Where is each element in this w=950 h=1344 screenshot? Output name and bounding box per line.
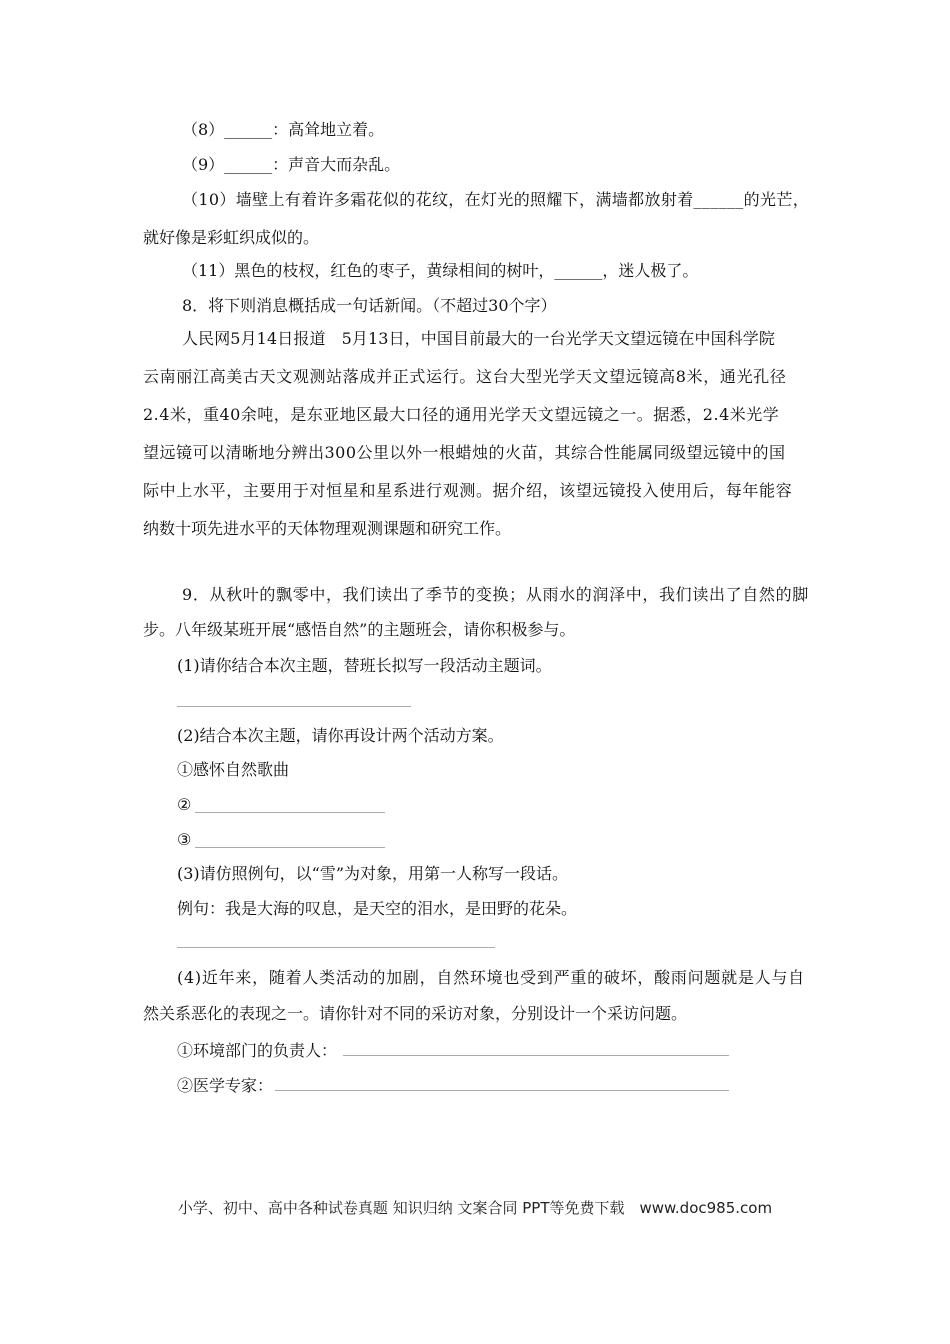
item-11: （11）黑色的枝杈，红色的枣子，黄绿相间的树叶，______，迷人极了。: [182, 261, 699, 280]
plan-option-1: ①感怀自然歌曲: [177, 760, 290, 779]
interview-environment-official: ①环境部门的负责人：: [177, 1041, 338, 1060]
subquestion-2: (2)结合本次主题，请你再设计两个活动方案。: [177, 726, 504, 745]
answer-blank-plan-2[interactable]: [195, 812, 385, 813]
answer-blank-medical-expert[interactable]: [275, 1090, 729, 1091]
answer-blank-plan-3[interactable]: [195, 847, 385, 848]
question-9-line-2: 步。八年级某班开展“感悟自然”的主题班会，请你积极参与。: [143, 620, 576, 639]
news-paragraph-line-2: 云南丽江高美古天文观测站落成并正式运行。这台大型光学天文望远镜高8米，通光孔径: [143, 367, 787, 386]
news-paragraph-line-5: 际中上水平，主要用于对恒星和星系进行观测。据介绍，该望远镜投入使用后，每年能容: [143, 481, 793, 500]
news-paragraph-line-4: 望远镜可以清晰地分辨出300公里以外一根蜡烛的火苗，其综合性能属同级望远镜中的国: [143, 443, 786, 462]
item-10-line-2: 就好像是彩虹织成似的。: [143, 228, 320, 247]
answer-blank-environment-official[interactable]: [343, 1055, 729, 1056]
item-9: （9）______：声音大而杂乱。: [182, 155, 401, 174]
subquestion-4-line-1: (4)近年来，随着人类活动的加剧，自然环境也受到严重的破坏，酸雨问题就是人与自: [177, 968, 805, 987]
question-8-title: 8．将下则消息概括成一句话新闻。（不超过30个字）: [182, 296, 557, 315]
plan-option-2: ②: [177, 795, 192, 814]
footer-text: 小学、初中、高中各种试卷真题 知识归纳 文案合同 PPT等免费下载 www.doc985.com: [177, 1199, 773, 1217]
answer-blank-3[interactable]: [177, 947, 495, 948]
answer-blank-1[interactable]: [177, 706, 411, 707]
interview-medical-expert: ②医学专家：: [177, 1076, 274, 1095]
news-paragraph-line-1: 人民网5月14日报道 5月13日，中国目前最大的一台光学天文望远镜在中国科学院: [182, 329, 775, 348]
news-paragraph-line-6: 纳数十项先进水平的天体物理观测课题和研究工作。: [143, 519, 512, 538]
subquestion-4-line-2: 然关系恶化的表现之一。请你针对不同的采访对象，分别设计一个采访问题。: [143, 1004, 688, 1023]
news-paragraph-line-3: 2.4米，重40余吨，是东亚地区最大口径的通用光学天文望远镜之一。据悉，2.4米光学: [143, 405, 780, 424]
plan-option-3: ③: [177, 830, 192, 849]
item-10-line-1: （10）墙壁上有着许多霜花似的花纹，在灯光的照耀下，满墙都放射着______的光芒，: [182, 190, 810, 209]
subquestion-3: (3)请仿照例句，以“雪”为对象，用第一人称写一段话。: [177, 864, 569, 883]
example-sentence: 例句：我是大海的叹息，是天空的泪水，是田野的花朵。: [177, 899, 578, 918]
question-9-line-1: 9．从秋叶的飘零中，我们读出了季节的变换；从雨水的润泽中，我们读出了自然的脚: [182, 585, 809, 604]
subquestion-1: (1)请你结合本次主题，替班长拟写一段活动主题词。: [177, 656, 552, 675]
item-8: （8）______：高耸地立着。: [182, 120, 385, 139]
